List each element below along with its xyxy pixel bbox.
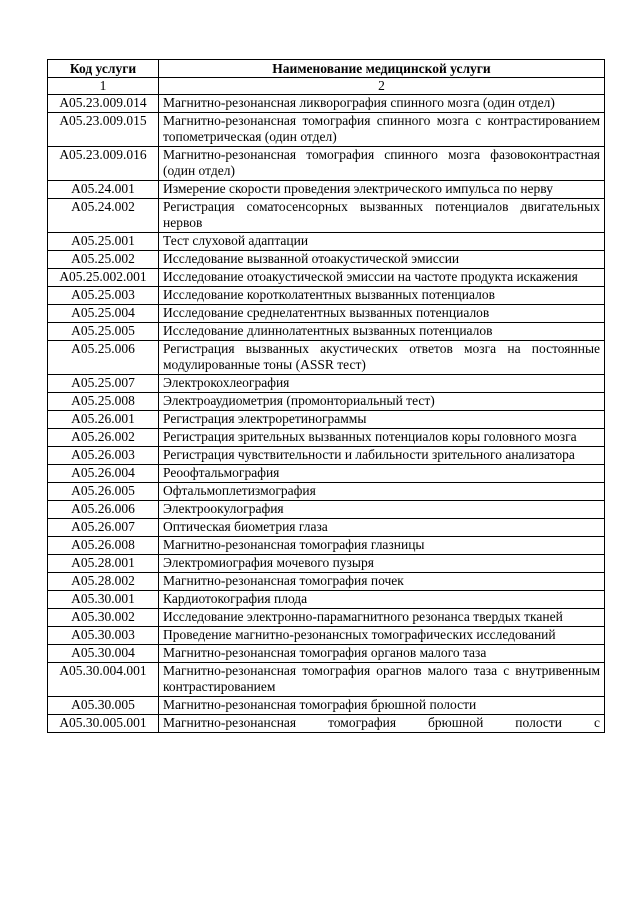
table-row bbox=[48, 375, 605, 393]
service-name: Электроаудиометрия (промонториальный тест) bbox=[159, 393, 605, 411]
service-name: Регистрация зрительных вызванных потенциалов коры головного мозга bbox=[159, 429, 605, 447]
service-name: Кардиотокография плода bbox=[159, 591, 605, 609]
table-row bbox=[48, 393, 605, 411]
table-row bbox=[48, 341, 605, 375]
service-name: Магнитно-резонансная томография орагнов малого таза с внутривенным контрастированием bbox=[159, 663, 605, 697]
service-code: A05.23.009.016 bbox=[48, 147, 159, 181]
service-name: Исследование среднелатентных вызванных потенциалов bbox=[159, 305, 605, 323]
service-name: Магнитно-резонансная томография спинного мозга с контрастированием топометрическая (один отдел) bbox=[159, 113, 605, 147]
table-row bbox=[48, 113, 605, 147]
service-code: A05.25.008 bbox=[48, 393, 159, 411]
service-name: Исследование вызванной отоакустической эмиссии bbox=[159, 251, 605, 269]
service-code: A05.30.005.001 bbox=[48, 715, 159, 733]
table-row bbox=[48, 287, 605, 305]
service-code: A05.23.009.015 bbox=[48, 113, 159, 147]
service-name: Магнитно-резонансная томография брюшной полости bbox=[159, 697, 605, 715]
service-code: A05.24.002 bbox=[48, 199, 159, 233]
service-code: A05.25.007 bbox=[48, 375, 159, 393]
column-number-row bbox=[48, 78, 605, 95]
service-code: A05.26.002 bbox=[48, 429, 159, 447]
service-code: A05.23.009.014 bbox=[48, 95, 159, 113]
service-name: Электроокулография bbox=[159, 501, 605, 519]
service-code: A05.26.006 bbox=[48, 501, 159, 519]
service-code: A05.30.005 bbox=[48, 697, 159, 715]
table-row bbox=[48, 429, 605, 447]
table-row bbox=[48, 663, 605, 697]
table-row bbox=[48, 537, 605, 555]
table-row bbox=[48, 251, 605, 269]
service-code: A05.26.005 bbox=[48, 483, 159, 501]
table-row bbox=[48, 573, 605, 591]
service-code: A05.26.007 bbox=[48, 519, 159, 537]
service-name: Регистрация чувствительности и лабильности зрительного анализатора bbox=[159, 447, 605, 465]
service-code: A05.30.004.001 bbox=[48, 663, 159, 697]
service-name: Электрокохлеография bbox=[159, 375, 605, 393]
service-code: A05.24.001 bbox=[48, 181, 159, 199]
service-name: Магнитно-резонансная томография брюшной полости с bbox=[159, 715, 605, 733]
service-name: Реоофтальмография bbox=[159, 465, 605, 483]
column-number-2: 2 bbox=[159, 78, 605, 95]
service-name: Исследование электронно-парамагнитного резонанса твердых тканей bbox=[159, 609, 605, 627]
table-row bbox=[48, 715, 605, 733]
table-row bbox=[48, 199, 605, 233]
service-code: A05.26.008 bbox=[48, 537, 159, 555]
table-row bbox=[48, 483, 605, 501]
service-name: Измерение скорости проведения электрического импульса по нерву bbox=[159, 181, 605, 199]
header-row bbox=[48, 60, 605, 78]
table-row bbox=[48, 645, 605, 663]
service-code: A05.26.004 bbox=[48, 465, 159, 483]
service-code: A05.30.003 bbox=[48, 627, 159, 645]
service-name: Исследование длиннолатентных вызванных потенциалов bbox=[159, 323, 605, 341]
table-row bbox=[48, 627, 605, 645]
service-code: A05.25.002 bbox=[48, 251, 159, 269]
service-code: A05.30.004 bbox=[48, 645, 159, 663]
service-name: Офтальмоплетизмография bbox=[159, 483, 605, 501]
table-row bbox=[48, 95, 605, 113]
service-code: A05.26.001 bbox=[48, 411, 159, 429]
service-name: Исследование отоакустической эмиссии на частоте продукта искажения bbox=[159, 269, 605, 287]
table-row bbox=[48, 591, 605, 609]
service-name: Электромиография мочевого пузыря bbox=[159, 555, 605, 573]
table-row bbox=[48, 697, 605, 715]
service-name: Исследование коротколатентных вызванных потенциалов bbox=[159, 287, 605, 305]
service-code: A05.28.001 bbox=[48, 555, 159, 573]
table-row bbox=[48, 555, 605, 573]
header-code: Код услуги bbox=[48, 60, 159, 78]
table-row bbox=[48, 519, 605, 537]
table-row bbox=[48, 465, 605, 483]
service-code: A05.25.003 bbox=[48, 287, 159, 305]
service-name: Тест слуховой адаптации bbox=[159, 233, 605, 251]
table-row bbox=[48, 147, 605, 181]
service-code: A05.28.002 bbox=[48, 573, 159, 591]
table-row bbox=[48, 609, 605, 627]
service-name: Магнитно-резонансная томография спинного мозга фазовоконтрастная (один отдел) bbox=[159, 147, 605, 181]
table-body bbox=[48, 95, 605, 733]
service-code: A05.25.006 bbox=[48, 341, 159, 375]
service-name: Магнитно-резонансная томография органов малого таза bbox=[159, 645, 605, 663]
service-code: A05.30.001 bbox=[48, 591, 159, 609]
service-name: Магнитно-резонансная ликворография спинного мозга (один отдел) bbox=[159, 95, 605, 113]
service-name: Регистрация соматосенсорных вызванных потенциалов двигательных нервов bbox=[159, 199, 605, 233]
table-row bbox=[48, 233, 605, 251]
table-row bbox=[48, 305, 605, 323]
service-code: A05.25.004 bbox=[48, 305, 159, 323]
service-code: A05.25.005 bbox=[48, 323, 159, 341]
service-code: A05.30.002 bbox=[48, 609, 159, 627]
service-name: Оптическая биометрия глаза bbox=[159, 519, 605, 537]
services-table bbox=[47, 59, 605, 733]
column-number-1: 1 bbox=[48, 78, 159, 95]
service-name: Регистрация электроретинограммы bbox=[159, 411, 605, 429]
service-code: A05.25.002.001 bbox=[48, 269, 159, 287]
service-name: Регистрация вызванных акустических ответов мозга на постоянные модулированные тоны (ASSR тест) bbox=[159, 341, 605, 375]
service-name: Магнитно-резонансная томография глазницы bbox=[159, 537, 605, 555]
service-code: A05.25.001 bbox=[48, 233, 159, 251]
table-row bbox=[48, 181, 605, 199]
table-row bbox=[48, 411, 605, 429]
header-name: Наименование медицинской услуги bbox=[159, 60, 605, 78]
table-row bbox=[48, 501, 605, 519]
table-row bbox=[48, 447, 605, 465]
service-code: A05.26.003 bbox=[48, 447, 159, 465]
service-name: Магнитно-резонансная томография почек bbox=[159, 573, 605, 591]
service-name: Проведение магнитно-резонансных томографических исследований bbox=[159, 627, 605, 645]
table-row bbox=[48, 269, 605, 287]
table-row bbox=[48, 323, 605, 341]
